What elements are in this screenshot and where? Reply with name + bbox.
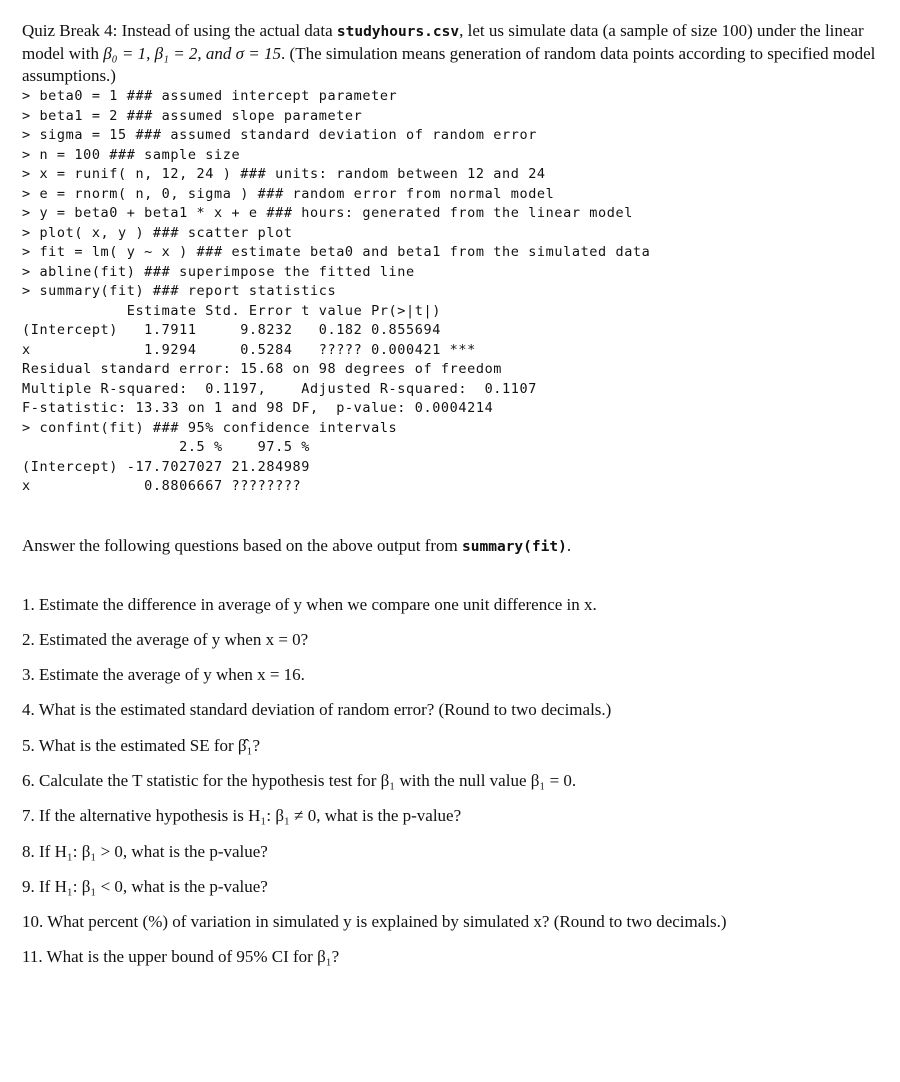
code-simulation: > n = 100 ### sample size > x = runif( n, 12, 24 ) ### units: random between 12 and 24 > e = rnorm( n, 0, sigma ) ### random error from normal model > y = beta0 + beta1 * x + e ### hours: generated from the linear model > plot( x, y ) ### scatter plot > fit = lm( y ~ x ) ### estimate beta0 and beta1 from the simulated data > abline(fit) ### superimpose the fitted line > summary(fit) ### report statistics: [22, 146, 651, 299]
residual-summary: Residual standard error: 15.68 on 98 degrees of freedom Multiple R-squared: 0.1197, Adjusted R-squared: 0.1107 F-statistic: 13.33 on 1 and 98 DF, p-value: 0.0004214: [22, 361, 537, 416]
question-3: 3. Estimate the average of y when x = 16.: [22, 665, 305, 685]
model-parameters: β₀ = 1, β₁ = 2, and σ = 15: [103, 44, 282, 63]
question-9: 9. If H₁: β₁ < 0, what is the p-value?: [22, 876, 268, 896]
question-8: 8. If H₁: β₁ > 0, what is the p-value?: [22, 841, 268, 861]
data-filename: studyhours.csv: [336, 24, 460, 40]
question-5: 5. What is the estimated SE for β̂₁?: [22, 735, 261, 755]
instructions-code: summary(fit): [462, 538, 567, 555]
question-1: 1. Estimate the difference in average of y when we compare one unit difference in x.: [22, 594, 597, 614]
question-10: 10. What percent (%) of variation in simulated y is explained by simulated x? (Round to two decimals.): [22, 912, 727, 932]
question-7: 7. If the alternative hypothesis is H₁: β₁ ≠ 0, what is the p-value?: [22, 806, 462, 826]
question-2: 2. Estimated the average of y when x = 0?: [22, 629, 309, 649]
question-4: 4. What is the estimated standard deviation of random error? (Round to two decimals.): [22, 700, 612, 720]
question-list: [22, 594, 878, 969]
intro-text-2: , let us simulate data (a sample of size 100) under the linear model with: [22, 21, 864, 63]
instructions: [22, 535, 878, 558]
confint-output: > confint(fit) ### 95% confidence intervals 2.5 % 97.5 % (Intercept) -17.7027027 21.284989 x 0.8806667 ????????: [22, 419, 398, 494]
coefficient-table: Estimate Std. Error t value Pr(>|t|) (Intercept) 1.7911 9.8232 0.182 0.855694 x 1.9294 0.5284 ????? 0.000421 ***: [22, 302, 476, 358]
instructions-end: .: [566, 535, 572, 555]
intro-paragraph: [22, 20, 878, 87]
quiz-page: [22, 20, 878, 982]
intro-text-1: Quiz Break 4: Instead of using the actual data: [22, 21, 337, 40]
question-11: 11. What is the upper bound of 95% CI for β₁?: [22, 947, 340, 967]
code-parameters: > beta0 = 1 ### assumed intercept parameter > beta1 = 2 ### assumed slope parameter > sigma = 15 ### assumed standard deviation of random error: [22, 88, 537, 143]
intro-text-3: . (The simulation means generation of random data points according to specified model assumptions.): [22, 44, 876, 85]
instructions-text: Answer the following questions based on the above output from: [22, 535, 463, 555]
question-6: 6. Calculate the T statistic for the hypothesis test for β₁ with the null value β₁ = 0.: [22, 770, 577, 790]
